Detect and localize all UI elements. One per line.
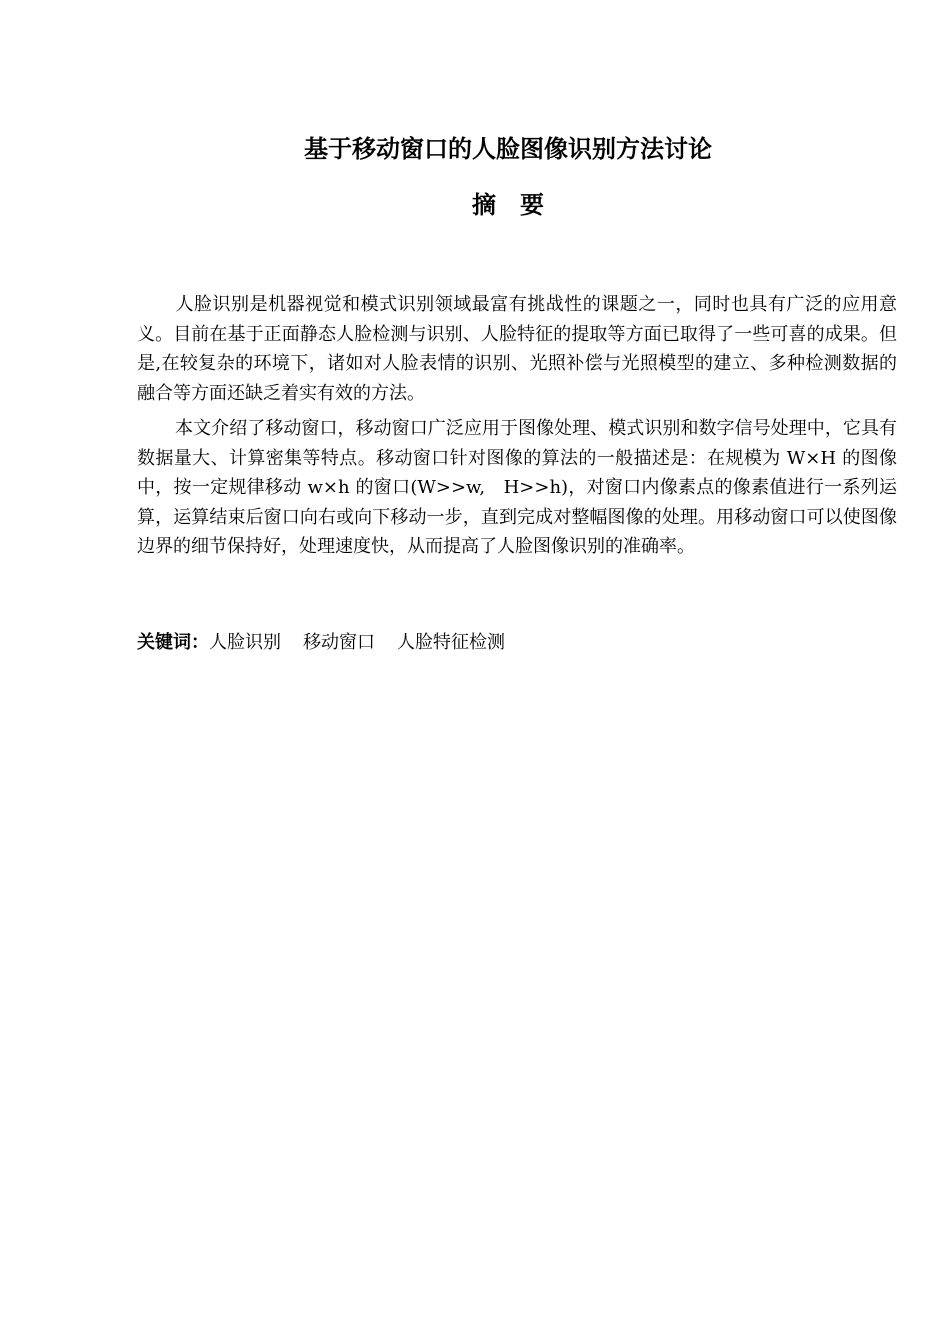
abstract-paragraph-2-text: 本文介绍了移动窗口，移动窗口广泛应用于图像处理、模式识别和数字信号处理中，它具有数据量大、计算密集等特点。移动窗口针对图像的算法的一般描述是：在规模为 W×H 的图像中，按一定规律移动 w×h 的窗口(W>>w, H>>h)，对窗口内像素点的像素值进行一系列运算，运算结束后窗口向右或向下移动一步，直到完成对整幅图像的处理。用移动窗口可以使图像边界的细节保持好，处理速度快，从而提高了人脸图像识别的准确率。 [137, 418, 897, 557]
document-title: 基于移动窗口的人脸图像识别方法讨论 [304, 135, 712, 163]
keywords-label: 关键词： [137, 632, 209, 653]
keyword-item: 人脸特征检测 [397, 632, 505, 653]
keyword-item: 移动窗口 [303, 632, 375, 653]
abstract-paragraph-1-text: 人脸识别是机器视觉和模式识别领域最富有挑战性的课题之一，同时也具有广泛的应用意义。目前在基于正面静态人脸检测与识别、人脸特征的提取等方面已取得了一些可喜的成果。但是,在较复杂的环境下，诸如对人脸表情的识别、光照补偿与光照模型的建立、多种检测数据的融合等方面还缺乏着实有效的方法。 [137, 294, 897, 404]
keywords-line [137, 628, 897, 658]
abstract-paragraph-2 [137, 414, 897, 562]
abstract-heading: 摘 要 [472, 191, 544, 219]
abstract-paragraph-1 [137, 290, 897, 408]
keyword-item: 人脸识别 [209, 632, 281, 653]
